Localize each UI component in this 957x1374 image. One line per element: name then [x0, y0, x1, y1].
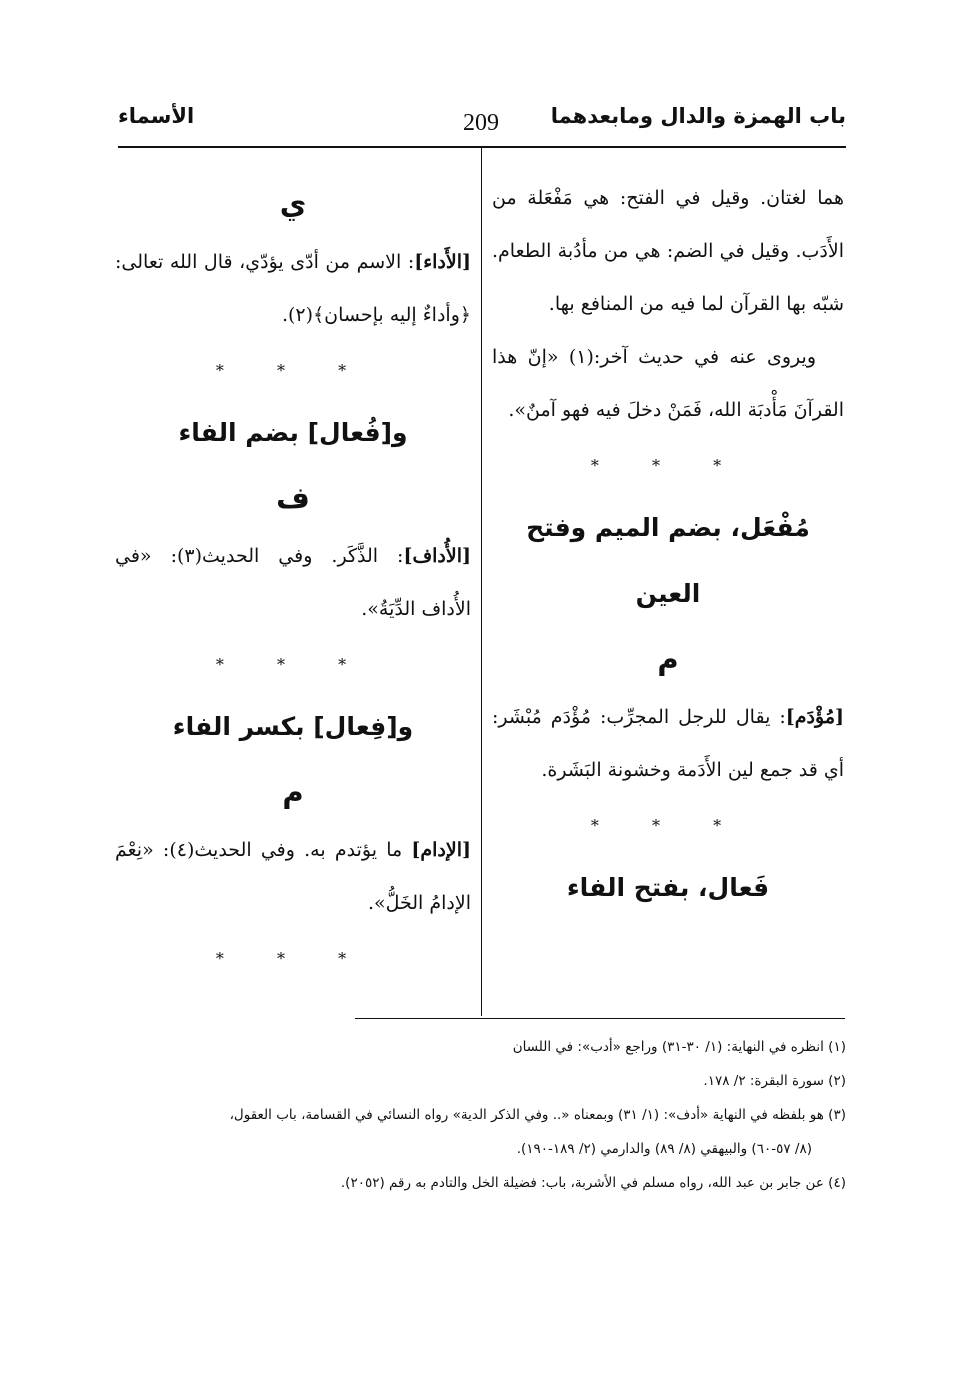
section-separator: * * * — [590, 816, 746, 835]
section-heading: فَعال، بفتح الفاء — [566, 873, 770, 902]
entry — [492, 691, 844, 797]
left-column — [115, 172, 471, 988]
paragraph: ويروى عنه في حديث آخر:(١) «إنّ هذا القرآنَ مَأْدبَة الله، فَمَنْ دخلَ فيه فهو آمنٌ». — [492, 346, 844, 421]
section-heading: مُفْعَل، بضم الميم وفتح العين — [526, 513, 810, 608]
entry-text: ما يؤتدم به. وفي الحديث(٤): «نِعْمَ الإدامُ الخَلُّ». — [115, 839, 471, 914]
entry — [115, 824, 471, 930]
right-column — [492, 172, 844, 921]
entry-term: [الأَداء] — [414, 251, 471, 273]
letter-heading: م — [282, 775, 304, 809]
entry — [115, 236, 471, 342]
entry-text: : يقال للرجل المجرِّب: مُؤْدَم مُبْشَر: أي قد جمع لين الأَدَمة وخشونة البَشَرة. — [492, 706, 844, 781]
letter-heading: م — [657, 642, 679, 676]
entry-text: : الذَّكَر. وفي الحديث(٣): «في الأُداف الدِّيَةُ». — [115, 545, 471, 620]
running-head-section: الأسماء — [118, 104, 195, 128]
entry-term: [مُؤْدَم] — [785, 706, 844, 728]
letter-heading: ف — [276, 481, 310, 515]
section-separator: * * * — [215, 655, 371, 674]
footnote-continuation: (٨/ ٥٧-٦٠) والبيهقي (٨/ ٨٩) والدارمي (٢/ ١٨٩-١٩٠). — [516, 1141, 812, 1157]
section-heading: و[فِعال] بكسر الفاء — [172, 712, 414, 741]
footnote: (٣) هو بلفظه في النهاية «أدف»: (١/ ٣١) وبمعناه «.. وفي الذكر الدية» رواه النسائي في القسامة، باب العقول، — [229, 1107, 846, 1123]
footnote: (١) انظره في النهاية: (١/ ٣٠-٣١) وراجع «أدب»: في اللسان — [512, 1039, 846, 1055]
entry — [115, 530, 471, 636]
page-header — [118, 96, 846, 146]
page-number: 209 — [463, 110, 499, 136]
section-heading: و[فُعال] بضم الفاء — [178, 418, 408, 447]
entry-term: [الأُداف] — [403, 545, 471, 567]
paragraph: هما لغتان. وقيل في الفتح: هي مَفْعَلة من الأَدَب. وقيل في الضم: هي من مأدُبة الطعام. شبّه بها القرآن لما فيه من المنافع بها. — [492, 187, 844, 315]
running-head-chapter: باب الهمزة والدال ومابعدهما — [550, 104, 846, 128]
letter-heading: ي — [279, 187, 307, 221]
header-rule — [118, 146, 846, 148]
entry-text: : الاسم من أدّى يؤدّي، قال الله تعالى: ﴿وأداءٌ إليه بإحسان﴾(٢). — [115, 251, 471, 326]
column-divider — [481, 148, 482, 1016]
section-separator: * * * — [590, 456, 746, 475]
footnotes — [112, 1030, 846, 1200]
entry-term: [الإدام] — [411, 839, 471, 861]
section-separator: * * * — [215, 949, 371, 968]
footnote-rule — [355, 1018, 845, 1019]
section-separator: * * * — [215, 361, 371, 380]
footnote: (٤) عن جابر بن عبد الله، رواه مسلم في الأشربة، باب: فضيلة الخل والتادم به رقم (٢٠٥٢). — [340, 1175, 846, 1191]
footnote: (٢) سورة البقرة: ٢/ ١٧٨. — [703, 1073, 846, 1089]
